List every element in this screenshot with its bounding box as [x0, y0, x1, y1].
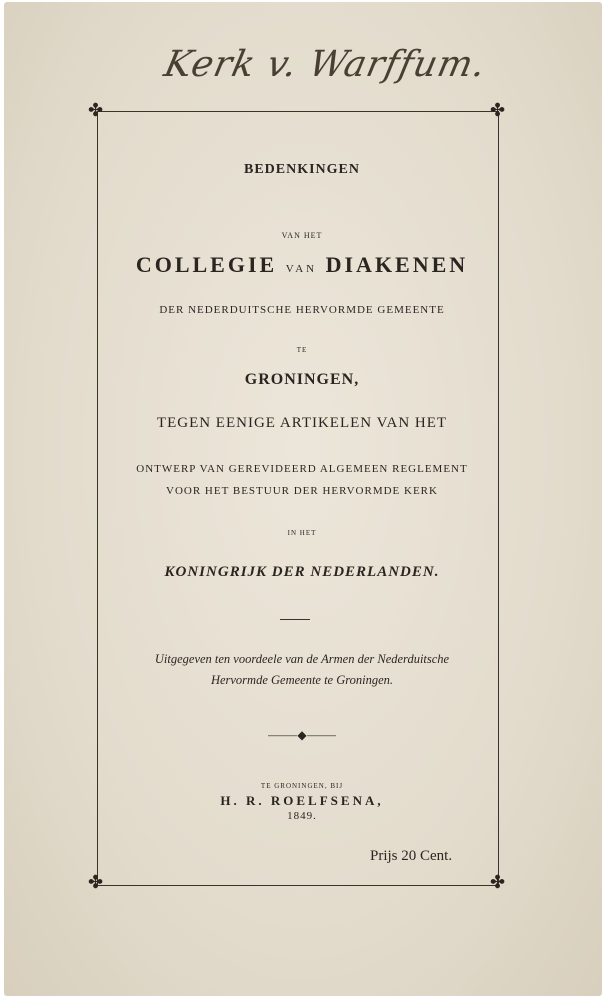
- imprint-publisher: H. R. ROELFSENA,: [220, 793, 384, 808]
- title-koningrijk: KONINGRIJK DER NEDERLANDEN.: [164, 564, 440, 580]
- corner-ornament-icon: ✤: [490, 100, 506, 121]
- subtitle-line-1: Uitgegeven ten voordeele van de Armen der Nederduitsche: [154, 652, 450, 666]
- title-collegie-word: COLLEGIE: [135, 252, 278, 277]
- corner-ornament-icon: ✤: [88, 872, 104, 893]
- ornament-divider-icon: ⸻◆⸻: [267, 728, 337, 742]
- title-ontwerp: ONTWERP VAN GEREVIDEERD ALGEMEEN REGLEMENT: [136, 463, 468, 475]
- title-te: TE: [296, 346, 308, 354]
- corner-ornament-icon: ✤: [88, 100, 104, 121]
- corner-ornament-icon: ✤: [490, 872, 506, 893]
- title-van: VAN: [285, 263, 318, 275]
- title-bedenkingen: BEDENKINGEN: [243, 162, 361, 177]
- title-groningen: GRONINGEN,: [244, 371, 360, 388]
- border-frame: [97, 111, 499, 886]
- imprint-year: 1849.: [287, 810, 317, 822]
- imprint-place: TE GRONINGEN, BIJ: [260, 782, 344, 790]
- subtitle-line-2: Hervormde Gemeente te Groningen.: [210, 673, 394, 687]
- title-in-het: IN HET: [287, 529, 317, 537]
- title-gemeente: DER NEDERDUITSCHE HERVORMDE GEMEENTE: [159, 304, 445, 316]
- title-collegie: [0, 252, 604, 278]
- divider: [280, 619, 310, 620]
- title-tegen: TEGEN EENIGE ARTIKELEN VAN HET: [156, 415, 448, 431]
- title-diakenen: DIAKENEN: [325, 252, 469, 277]
- title-voor: VOOR HET BESTUUR DER HERVORMDE KERK: [166, 485, 438, 497]
- title-van-het: VAN HET: [281, 231, 323, 240]
- price: Prijs 20 Cent.: [370, 848, 453, 864]
- handwritten-inscription: Kerk v. Warffum.: [160, 44, 490, 85]
